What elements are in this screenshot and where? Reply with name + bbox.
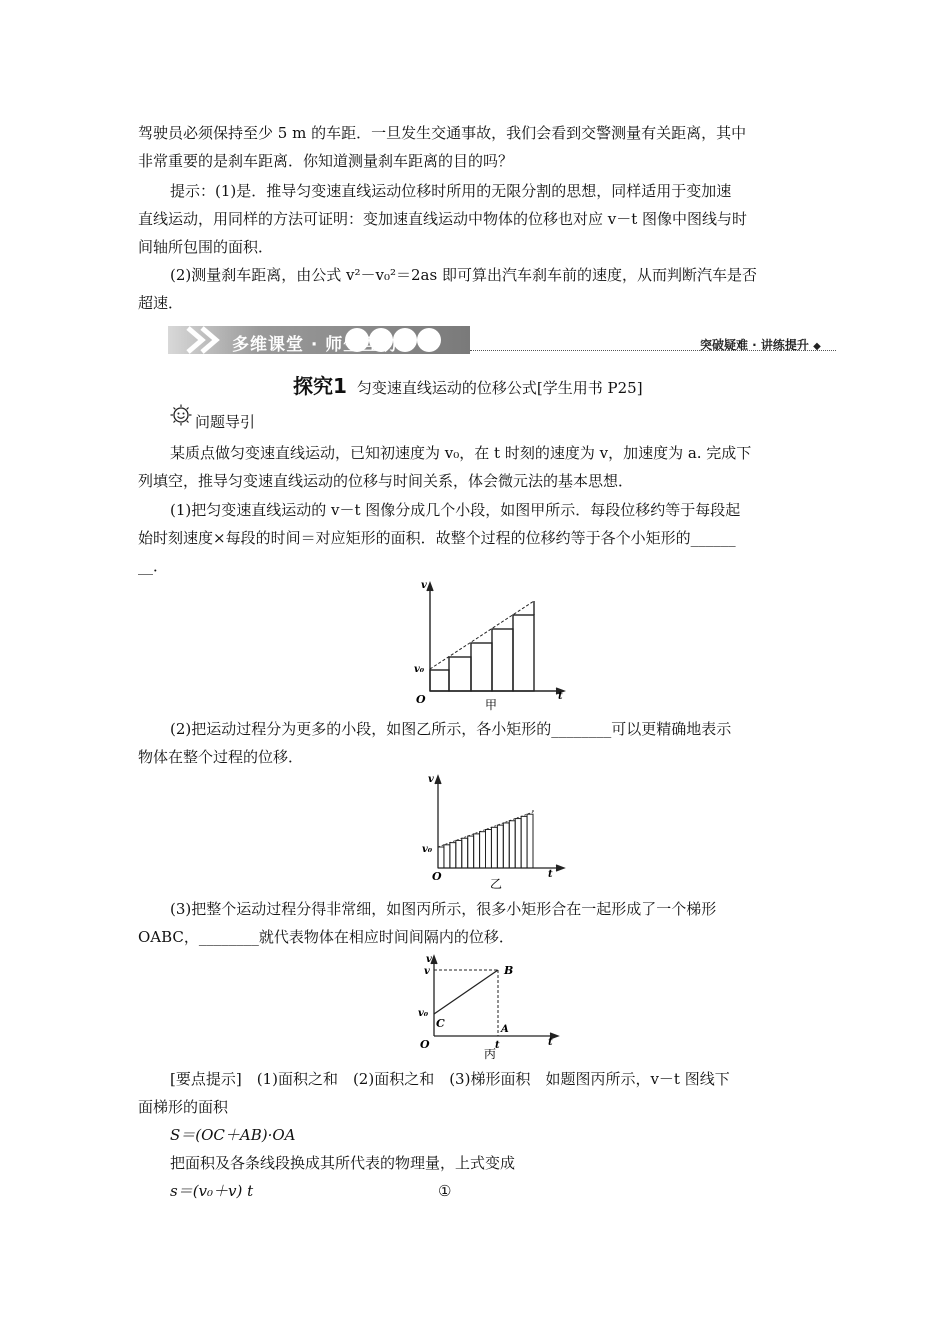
hint-line-1: 提示：(1)是．推导匀变速直线运动位移时所用的无限分割的思想，同样适用于变加速: [170, 182, 732, 200]
explore-heading: [293, 370, 643, 399]
keypoints-formula-1: S＝(OC＋AB)·OA: [170, 1126, 296, 1144]
guide-p3-line-2: 物体在整个过程的位移．: [138, 748, 304, 766]
hint-line-4: (2)测量刹车距离，由公式 v²－v₀²＝2as 即可算出汽车刹车前的速度，从而判断汽车是否: [170, 266, 757, 284]
bing-a-label: A: [501, 1024, 509, 1035]
yi-caption: 乙: [490, 877, 503, 891]
bing-v-axis-label: v: [426, 954, 432, 965]
hint-line-2: 直线运动，用同样的方法可证明：变加速直线运动中物体的位移也对应 v－t 图像中图线与时: [138, 210, 748, 228]
figure-bing: [412, 952, 572, 1064]
intro-line-2: 非常重要的是刹车距离．你知道测量刹车距离的目的吗？: [138, 152, 514, 170]
yi-rect: [462, 838, 468, 868]
bing-v-label: v: [424, 966, 430, 977]
bing-c-label: C: [436, 1017, 445, 1030]
guide-p2-line-2: 始时刻速度×每段的时间＝对应矩形的面积．故整个过程的位移约等于各个小矩形的______: [138, 529, 736, 547]
figure-yi: [412, 770, 572, 894]
jia-t-label: t: [558, 691, 563, 702]
yi-rect: [456, 840, 462, 868]
yi-rect: [515, 819, 521, 868]
yi-rect: [509, 821, 515, 868]
yi-v-label: v: [428, 774, 434, 785]
intro-line-1: 驾驶员必须保持至少 5 m 的车距．一旦发生交通事故，我们会看到交警测量有关距离，其中: [138, 124, 747, 142]
yi-v0-label: v₀: [422, 844, 433, 855]
keypoints-line-2: 面梯形的面积: [138, 1098, 229, 1116]
banner-subtitle: 突破疑难 · 讲练提升 ◆: [700, 338, 821, 352]
guide-p2-line-3: __．: [138, 557, 169, 575]
bing-t-axis-label: t: [548, 1037, 553, 1048]
yi-rect: [474, 834, 480, 868]
keypoints-formula-2: s＝(v₀＋v) t: [170, 1182, 254, 1200]
hint-line-5: 超速．: [138, 294, 184, 312]
equation-number: ①: [438, 1182, 452, 1200]
guide-label: 问题导引: [195, 413, 256, 431]
figure-jia: [412, 575, 572, 715]
yi-rect: [497, 825, 503, 868]
jia-o-label: O: [416, 693, 426, 706]
guide-p1-line-2: 列填空，推导匀变速直线运动的位移与时间关系，体会微元法的基本思想．: [138, 472, 634, 490]
yi-t-label: t: [548, 869, 553, 880]
yi-rect: [491, 827, 497, 868]
yi-rect: [444, 845, 450, 868]
yi-rect: [468, 836, 474, 868]
yi-rect: [480, 832, 486, 868]
guide-p3-line-1: (2)把运动过程分为更多的小段，如图乙所示，各小矩形的________可以更精确地表示: [170, 720, 732, 738]
hint-line-3: 间轴所包围的面积．: [138, 238, 274, 256]
banner-title: 多维课堂 · 师生互动: [232, 335, 398, 355]
explore-title: 匀变速直线运动的位移公式[学生用书 P25]: [356, 379, 643, 397]
yi-o-label: O: [432, 870, 442, 883]
yi-rect: [486, 830, 492, 869]
guide-p2-line-1: (1)把匀变速直线运动的 v－t 图像分成几个小段，如图甲所示．每段位移约等于每段起: [170, 501, 741, 519]
keypoints-line-4: 把面积及各条线段换成其所代表的物理量，上式变成: [170, 1154, 516, 1172]
guide-p4-line-1: (3)把整个运动过程分得非常细，如图丙所示，很多小矩形合在一起形成了一个梯形: [170, 900, 717, 918]
bing-caption: 丙: [484, 1047, 497, 1061]
guide-p4-line-2: OABC，________就代表物体在相应时间间隔内的位移．: [138, 928, 514, 946]
yi-rect: [521, 816, 527, 868]
jia-caption: 甲: [485, 698, 498, 712]
smiley-icon: [170, 404, 192, 426]
yi-rect: [527, 814, 533, 868]
bing-v0-label: v₀: [418, 1008, 429, 1019]
jia-v0-label: v₀: [414, 664, 425, 675]
yi-rect: [438, 847, 444, 868]
bing-t-label: t: [495, 1040, 500, 1051]
jia-v-label: v: [421, 580, 427, 591]
keypoints-line-1: [要点提示] (1)面积之和 (2)面积之和 (3)梯形面积 如题图丙所示，v－t 图线下: [170, 1070, 730, 1088]
explore-label: 探究1: [293, 374, 347, 398]
bing-o-label: O: [420, 1038, 430, 1051]
bing-b-label: B: [504, 964, 514, 977]
yi-rect: [450, 843, 456, 868]
yi-rect: [503, 823, 509, 868]
guide-p1-line-1: 某质点做匀变速直线运动，已知初速度为 v₀，在 t 时刻的速度为 v，加速度为 a. 完成下: [170, 444, 752, 462]
